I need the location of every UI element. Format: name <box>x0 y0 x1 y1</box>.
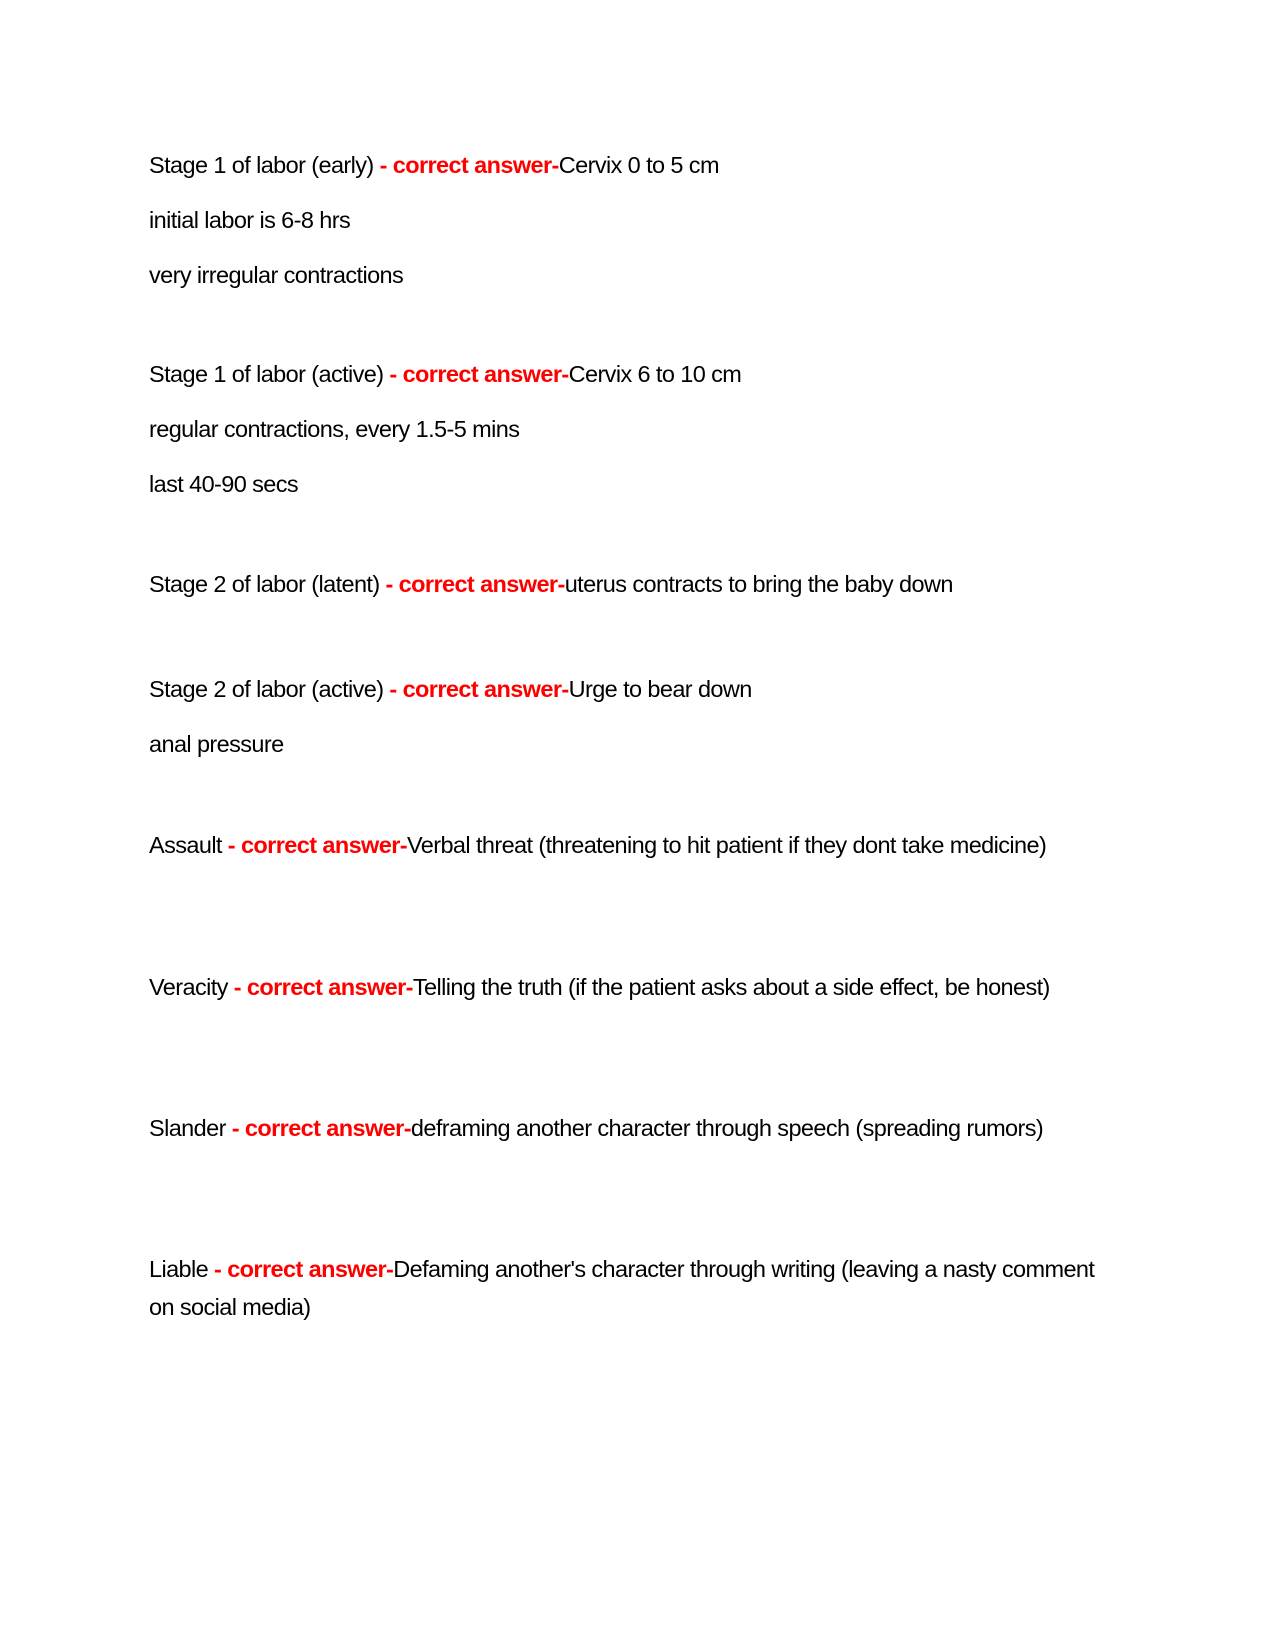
flashcard <box>149 1250 1099 1326</box>
term: Stage 2 of labor (latent) <box>149 571 380 597</box>
answer-separator: - correct answer- <box>225 1115 411 1141</box>
answer-separator: - correct answer- <box>379 571 565 597</box>
flashcard <box>149 1109 1099 1147</box>
answer-text: uterus contracts to bring the baby down <box>564 571 953 597</box>
answer-separator: - correct answer- <box>221 832 407 858</box>
answer-line: anal pressure <box>149 731 284 757</box>
answer-text: Cervix 6 to 10 cm <box>568 361 742 387</box>
term: Assault <box>149 832 222 858</box>
flashcard <box>149 146 719 311</box>
answer-separator: - correct answer- <box>208 1256 394 1282</box>
answer-separator: - correct answer- <box>383 361 569 387</box>
answer-text: Verbal threat (threatening to hit patient if they dont take medicine) <box>406 832 1047 858</box>
answer-line: last 40-90 secs <box>149 471 299 497</box>
term: Veracity <box>149 974 228 1000</box>
flashcard <box>149 670 752 780</box>
flashcard-question-line <box>149 565 953 603</box>
flashcard <box>149 565 953 620</box>
answer-separator: - correct answer- <box>227 974 413 1000</box>
flashcard-question-line <box>149 1109 1099 1147</box>
flashcard-question-line <box>149 355 741 393</box>
answer-text: Cervix 0 to 5 cm <box>558 152 719 178</box>
flashcard <box>149 355 741 520</box>
flashcard-question-line <box>149 146 719 184</box>
answer-separator: - correct answer- <box>383 676 569 702</box>
term: Liable <box>149 1256 209 1282</box>
answer-text: Urge to bear down <box>568 676 752 702</box>
term: Stage 2 of labor (active) <box>149 676 384 702</box>
answer-separator: - correct answer- <box>373 152 559 178</box>
term: Slander <box>149 1115 226 1141</box>
flashcard <box>149 826 1099 864</box>
answer-text: Telling the truth (if the patient asks about a side effect, be honest) <box>412 974 1050 1000</box>
answer-text: Defaming another's character through writing (leaving a nasty comment on social media) <box>149 1256 1095 1320</box>
term: Stage 1 of labor (early) <box>149 152 374 178</box>
answer-line: regular contractions, every 1.5-5 mins <box>149 416 520 442</box>
answer-text: deframing another character through speech (spreading rumors) <box>410 1115 1044 1141</box>
flashcard-question-line <box>149 670 752 708</box>
answer-line: very irregular contractions <box>149 262 404 288</box>
term: Stage 1 of labor (active) <box>149 361 384 387</box>
flashcard <box>149 968 1099 1006</box>
flashcard-question-line <box>149 826 1099 864</box>
answer-line: initial labor is 6-8 hrs <box>149 207 351 233</box>
flashcard-question-line <box>149 968 1099 1006</box>
flashcard-question-line <box>149 1250 1099 1326</box>
